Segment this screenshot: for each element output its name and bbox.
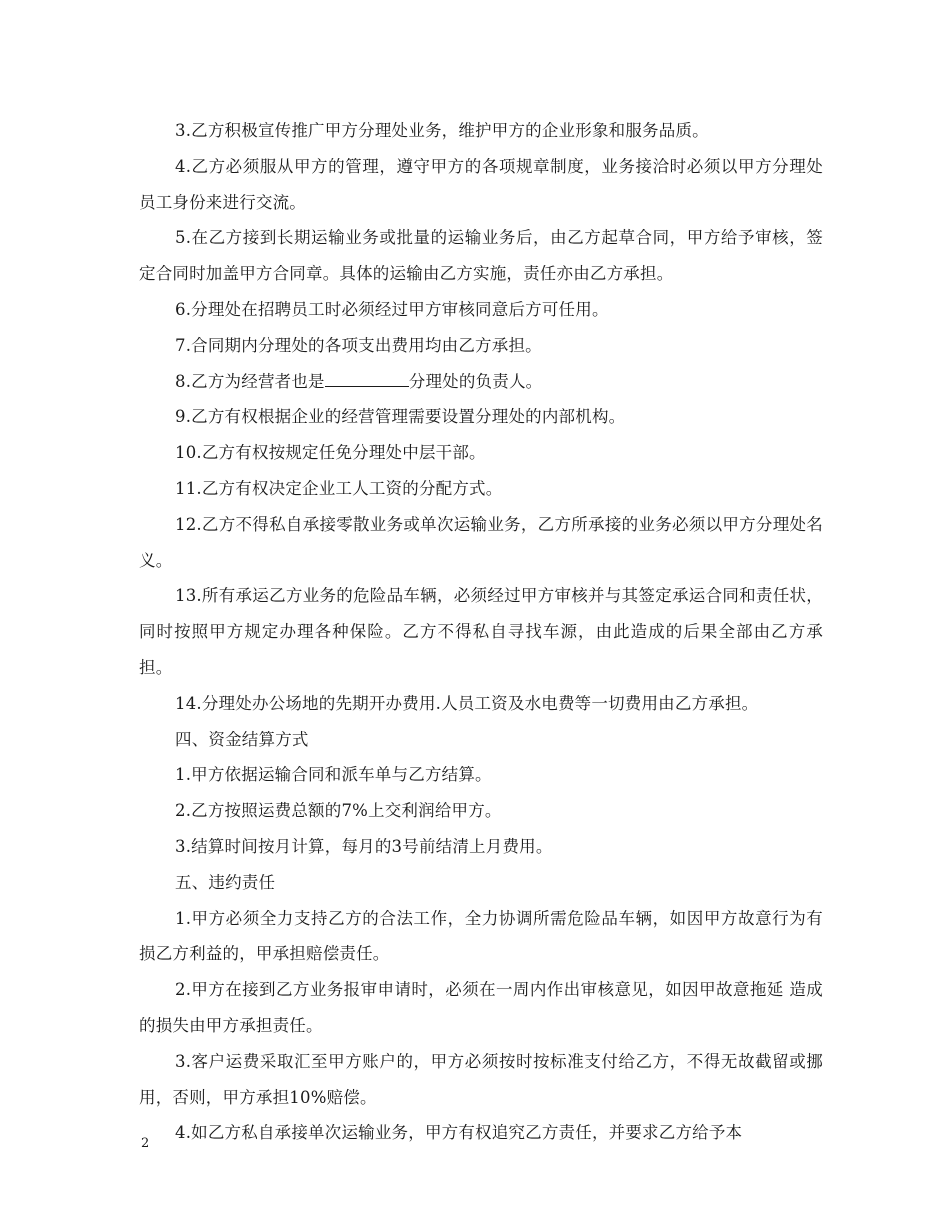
paragraph-breach-2: 2.甲方在接到乙方业务报审申请时，必须在一周内作出审核意见，如因甲故意拖延 造成的损失由甲方承担责任。 xyxy=(139,980,823,1035)
section-heading-settlement: 四、资金结算方式 xyxy=(175,729,309,749)
paragraph-clause-14: 14.分理处办公场地的先期开办费用.人员工资及水电费等一切费用由乙方承担。 xyxy=(175,693,759,713)
section-heading-breach: 五、违约责任 xyxy=(175,872,276,892)
paragraph-clause-9: 9.乙方有权根据企业的经营管理需要设置分理处的内部机构。 xyxy=(175,407,626,427)
paragraph-clause-6: 6.分理处在招聘员工时必须经过甲方审核同意后方可任用。 xyxy=(175,299,609,319)
paragraph-clause-10: 10.乙方有权按规定任免分理处中层干部。 xyxy=(175,443,486,463)
paragraph-clause-3: 3.乙方积极宣传推广甲方分理处业务，维护甲方的企业形象和服务品质。 xyxy=(175,121,709,140)
paragraph-clause-12: 12.乙方不得私自承接零散业务或单次运输业务，乙方所承接的业务必须以甲方分理处名义。 xyxy=(139,514,823,570)
paragraph-clause-8 xyxy=(139,364,823,400)
paragraph-breach-3: 3.客户运费采取汇至甲方账户的，甲方必须按时按标准支付给乙方，不得无故截留或挪用，否则，甲方承担10%赔偿。 xyxy=(139,1051,823,1107)
clause-8-prefix: 8.乙方为经营者也是 xyxy=(175,371,325,391)
fill-in-blank xyxy=(325,372,409,387)
paragraph-settlement-1: 1.甲方依据运输合同和派车单与乙方结算。 xyxy=(175,765,492,785)
paragraph-settlement-3: 3.结算时间按月计算，每月的3号前结清上月费用。 xyxy=(175,836,553,856)
paragraph-clause-4: 4.乙方必须服从甲方的管理，遵守甲方的各项规章制度，业务接洽时必须以甲方分理处员工身份来进行交流。 xyxy=(139,156,823,212)
paragraph-breach-1: 1.甲方必须全力支持乙方的合法工作，全力协调所需危险品车辆，如因甲方故意行为有损乙方利益的，甲承担赔偿责任。 xyxy=(139,908,823,964)
paragraph-clause-7: 7.合同期内分理处的各项支出费用均由乙方承担。 xyxy=(175,335,542,355)
clause-8-suffix: 分理处的负责人。 xyxy=(408,371,543,391)
paragraph-clause-11: 11.乙方有权决定企业工人工资的分配方式。 xyxy=(175,478,503,498)
page-number: 2 xyxy=(141,1136,150,1151)
paragraph-clause-13: 13.所有承运乙方业务的危险品车辆，必须经过甲方审核并与其签定承运合同和责任状，同时按照甲方规定办理各种保险。乙方不得私自寻找车源，由此造成的后果全部由乙方承担。 xyxy=(139,586,823,677)
paragraph-settlement-2: 2.乙方按照运费总额的7%上交利润给甲方。 xyxy=(175,801,502,821)
document-body xyxy=(139,113,823,1151)
paragraph-breach-4: 4.如乙方私自承接单次运输业务，甲方有权追究乙方责任，并要求乙方给予本 xyxy=(175,1123,743,1143)
paragraph-clause-5: 5.在乙方接到长期运输业务或批量的运输业务后，由乙方起草合同，甲方给予审核，签定合同时加盖甲方合同章。具体的运输由乙方实施，责任亦由乙方承担。 xyxy=(139,228,823,284)
